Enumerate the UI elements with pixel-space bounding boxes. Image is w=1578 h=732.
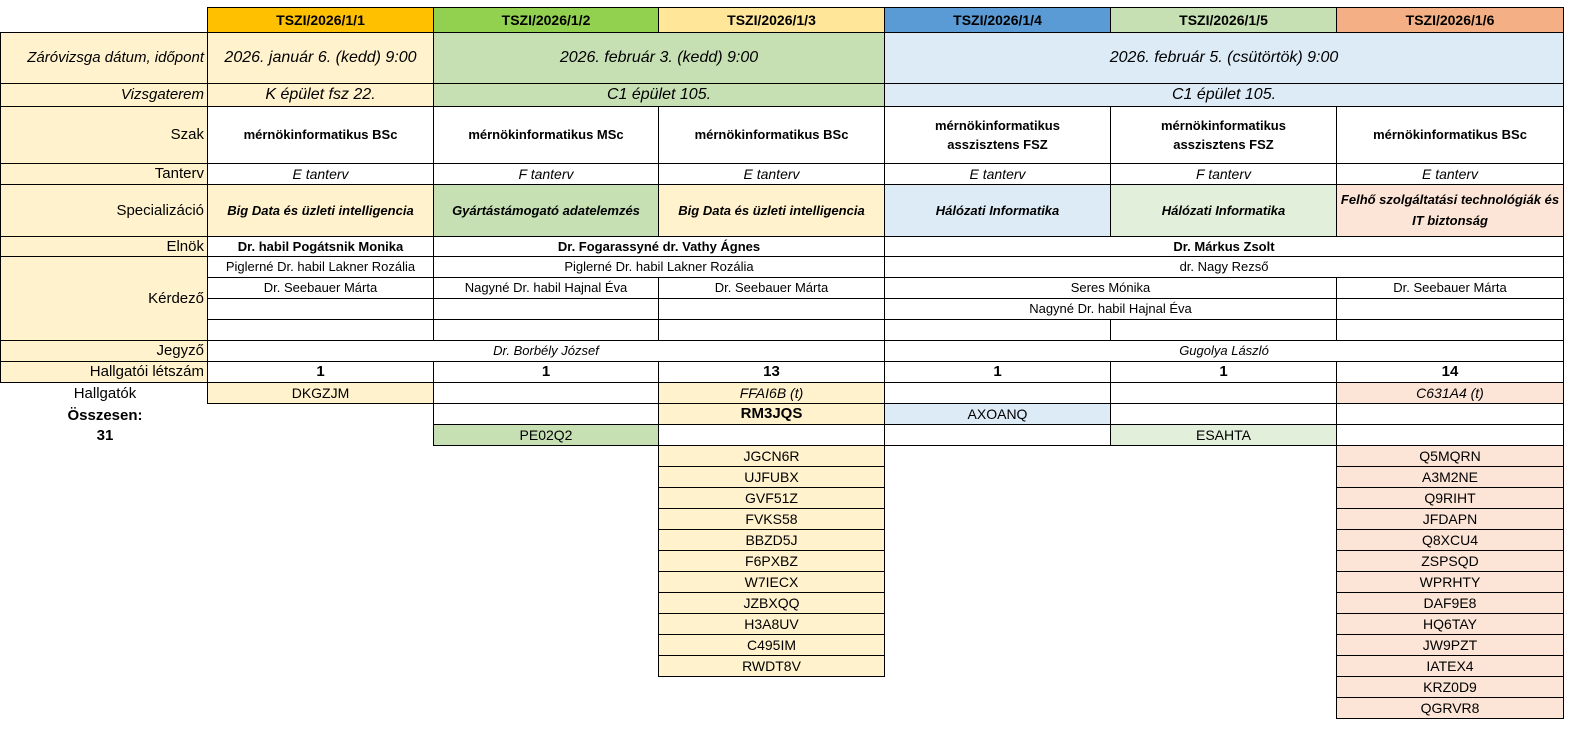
student-cell: H3A8UV	[658, 613, 885, 635]
elnok-group-2-3: Dr. Fogarassyné dr. Vathy Ágnes	[433, 236, 885, 257]
student-cell: ESAHTA	[1110, 424, 1337, 446]
group-header-5: TSZI/2026/1/5	[1110, 7, 1337, 33]
spec-group-1: Big Data és üzleti intelligencia	[207, 184, 434, 237]
kerdezo-r1-group-1: Piglerné Dr. habil Lakner Rozália	[207, 256, 434, 278]
kerdezo-r4-group-6	[1336, 319, 1564, 341]
group-header-1: TSZI/2026/1/1	[207, 7, 434, 33]
student-cell: HQ6TAY	[1336, 613, 1564, 635]
spec-group-3: Big Data és üzleti intelligencia	[658, 184, 885, 237]
spec-group-2: Gyártástámogató adatelemzés	[433, 184, 659, 237]
student-cell: Q8XCU4	[1336, 529, 1564, 551]
student-cell-empty	[884, 382, 1111, 404]
date-group-4-6: 2026. február 5. (csütörtök) 9:00	[884, 32, 1564, 84]
letszam-group-3: 13	[658, 361, 885, 383]
kerdezo-r3-group-2	[433, 298, 659, 320]
elnok-group-1: Dr. habil Pogátsnik Monika	[207, 236, 434, 257]
student-cell-empty	[1110, 403, 1337, 425]
label-specializacio: Specializáció	[0, 184, 208, 237]
student-cell: QGRVR8	[1336, 697, 1564, 719]
student-cell: DKGZJM	[207, 382, 434, 404]
szak-group-4: mérnökinformatikus asszisztens FSZ	[884, 106, 1111, 164]
student-cell-empty	[1336, 403, 1564, 425]
student-cell: BBZD5J	[658, 529, 885, 551]
letszam-group-1: 1	[207, 361, 434, 383]
kerdezo-r2-group-6: Dr. Seebauer Márta	[1336, 277, 1564, 299]
corner-cell	[0, 7, 207, 33]
kerdezo-r2-group-3: Dr. Seebauer Márta	[658, 277, 885, 299]
group-header-2: TSZI/2026/1/2	[433, 7, 659, 33]
kerdezo-r3-group-3	[658, 298, 885, 320]
tanterv-group-6: E tanterv	[1336, 163, 1564, 185]
student-cell: IATEX4	[1336, 655, 1564, 677]
spec-group-6: Felhő szolgáltatási technológiák és IT biztonság	[1336, 184, 1564, 237]
label-hallgatok: Hallgatók	[73, 384, 137, 402]
student-cell: JGCN6R	[658, 445, 885, 467]
elnok-group-4-6: Dr. Márkus Zsolt	[884, 236, 1564, 257]
spec-group-5: Hálózati Informatika	[1110, 184, 1337, 237]
student-cell: Q9RIHT	[1336, 487, 1564, 509]
student-cell: JZBXQQ	[658, 592, 885, 614]
spec-group-4: Hálózati Informatika	[884, 184, 1111, 237]
jegyzo-group-1-3: Dr. Borbély József	[207, 340, 885, 362]
kerdezo-r4-group-3	[658, 319, 885, 341]
label-tanterv: Tanterv	[0, 163, 208, 185]
student-cell: UJFUBX	[658, 466, 885, 488]
student-cell-empty	[433, 382, 659, 404]
student-cell: RWDT8V	[658, 655, 885, 677]
student-cell: FVKS58	[658, 508, 885, 530]
room-group-1: K épület fsz 22.	[207, 83, 434, 107]
szak-group-6: mérnökinformatikus BSc	[1336, 106, 1564, 164]
kerdezo-r1-group-2-3: Piglerné Dr. habil Lakner Rozália	[433, 256, 885, 278]
label-elnok: Elnök	[0, 236, 208, 257]
label-kerdezo: Kérdező	[0, 256, 208, 341]
student-cell: JW9PZT	[1336, 634, 1564, 656]
letszam-group-6: 14	[1336, 361, 1564, 383]
student-cell: F6PXBZ	[658, 550, 885, 572]
student-cell: Q5MQRN	[1336, 445, 1564, 467]
student-cell-empty	[884, 424, 1111, 446]
kerdezo-r2-group-2: Nagyné Dr. habil Hajnal Éva	[433, 277, 659, 299]
kerdezo-r2-group-1: Dr. Seebauer Márta	[207, 277, 434, 299]
student-cell: C631A4 (t)	[1336, 382, 1564, 404]
student-cell: JFDAPN	[1336, 508, 1564, 530]
student-cell: GVF51Z	[658, 487, 885, 509]
label-vizsgaterem: Vizsgaterem	[0, 83, 208, 107]
szak-group-5: mérnökinformatikus asszisztens FSZ	[1110, 106, 1337, 164]
total-count: 31	[96, 427, 114, 444]
student-cell-empty	[433, 403, 659, 425]
student-cell: A3M2NE	[1336, 466, 1564, 488]
student-cell: C495IM	[658, 634, 885, 656]
student-cell: PE02Q2	[433, 424, 659, 446]
jegyzo-group-4-6: Gugolya László	[884, 340, 1564, 362]
date-group-1: 2026. január 6. (kedd) 9:00	[207, 32, 434, 84]
label-jegyzo: Jegyző	[0, 340, 208, 362]
tanterv-group-2: F tanterv	[433, 163, 659, 185]
label-osszesen: Összesen:	[67, 407, 143, 424]
student-cell: AXOANQ	[884, 403, 1111, 425]
student-cell: W7IECX	[658, 571, 885, 593]
label-szak: Szak	[0, 106, 208, 164]
kerdezo-r4-group-4	[884, 319, 1111, 341]
kerdezo-r4-group-5	[1110, 319, 1337, 341]
student-cell: ZSPSQD	[1336, 550, 1564, 572]
szak-group-1: mérnökinformatikus BSc	[207, 106, 434, 164]
szak-group-3: mérnökinformatikus BSc	[658, 106, 885, 164]
tanterv-group-4: E tanterv	[884, 163, 1111, 185]
label-zarovizsga: Záróvizsga dátum, időpont	[0, 32, 208, 84]
student-cell: RM3JQS	[658, 403, 885, 425]
kerdezo-r4-group-2	[433, 319, 659, 341]
student-cell: FFAI6B (t)	[658, 382, 885, 404]
kerdezo-r3-group-6	[1336, 298, 1564, 320]
kerdezo-r2-group-4-5: Seres Mónika	[884, 277, 1337, 299]
student-cell-empty	[658, 424, 885, 446]
letszam-group-4: 1	[884, 361, 1111, 383]
group-header-4: TSZI/2026/1/4	[884, 7, 1111, 33]
date-group-2-3: 2026. február 3. (kedd) 9:00	[433, 32, 885, 84]
tanterv-group-5: F tanterv	[1110, 163, 1337, 185]
student-cell: WPRHTY	[1336, 571, 1564, 593]
kerdezo-r3-group-1	[207, 298, 434, 320]
label-letszam: Hallgatói létszám	[0, 361, 208, 383]
room-group-2-3: C1 épület 105.	[433, 83, 885, 107]
letszam-group-2: 1	[433, 361, 659, 383]
student-cell-empty	[1110, 382, 1337, 404]
student-cell: KRZ0D9	[1336, 676, 1564, 698]
tanterv-group-1: E tanterv	[207, 163, 434, 185]
letszam-group-5: 1	[1110, 361, 1337, 383]
tanterv-group-3: E tanterv	[658, 163, 885, 185]
student-cell-empty	[1336, 424, 1564, 446]
kerdezo-r3-group-4-5: Nagyné Dr. habil Hajnal Éva	[884, 298, 1337, 320]
student-cell: DAF9E8	[1336, 592, 1564, 614]
kerdezo-r1-group-4-6: dr. Nagy Rezső	[884, 256, 1564, 278]
group-header-3: TSZI/2026/1/3	[658, 7, 885, 33]
szak-group-2: mérnökinformatikus MSc	[433, 106, 659, 164]
room-group-4-6: C1 épület 105.	[884, 83, 1564, 107]
group-header-6: TSZI/2026/1/6	[1336, 7, 1564, 33]
kerdezo-r4-group-1	[207, 319, 434, 341]
